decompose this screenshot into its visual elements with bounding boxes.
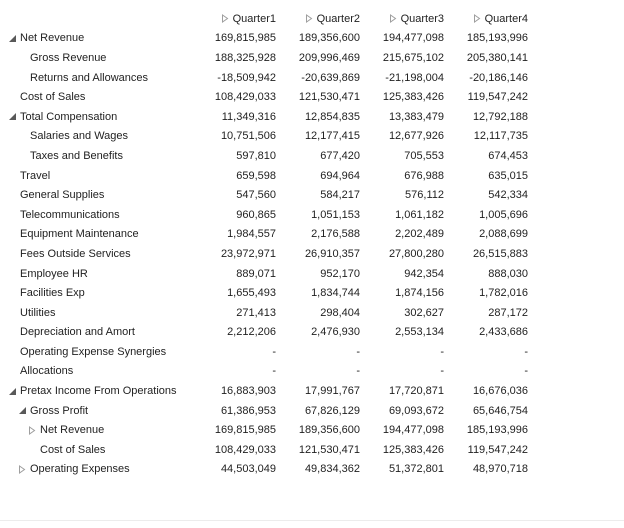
table-row [0,29,624,49]
data-cell[interactable]: 67,826,129 [304,404,360,417]
data-cell[interactable]: 694,964 [320,169,360,182]
data-cell[interactable]: 1,061,182 [395,208,444,221]
data-cell[interactable]: 597,810 [236,149,276,162]
row-header-cell [0,424,193,436]
data-cell[interactable]: - [356,365,360,378]
data-cell[interactable]: 12,677,926 [388,130,444,143]
data-cell[interactable]: 44,503,049 [220,463,276,476]
row-label[interactable]: Gross Revenue [30,51,107,64]
row-label[interactable]: Salaries and Wages [30,130,129,143]
data-cell[interactable]: 542,334 [488,189,528,202]
data-cell[interactable]: 942,354 [404,267,444,280]
table-row [0,401,624,421]
row-header-cell [0,52,193,64]
column-header-quarter2[interactable] [277,13,361,25]
data-cell[interactable]: 888,030 [488,267,528,280]
table-row [0,342,624,362]
row-label[interactable]: Total Compensation [20,110,118,123]
row-header-cell [0,72,193,84]
data-cell[interactable]: 271,413 [236,306,276,319]
row-header-cell [0,268,193,280]
data-cell[interactable]: 2,433,686 [479,326,528,339]
data-cell[interactable]: 298,404 [320,306,360,319]
table-row [0,420,624,440]
data-cell[interactable]: 121,530,471 [298,443,360,456]
data-cell[interactable]: 960,865 [236,208,276,221]
row-label[interactable]: Returns and Allowances [30,71,149,84]
expand-column-icon[interactable] [389,14,397,23]
data-cell[interactable]: 1,874,156 [395,287,444,300]
row-label[interactable]: Gross Profit [30,404,89,417]
data-cell[interactable]: 1,655,493 [227,287,276,300]
data-cell[interactable]: 121,530,471 [298,91,360,104]
table-row [0,166,624,186]
data-cell[interactable]: 2,176,588 [311,228,360,241]
data-cell[interactable]: 169,815,985 [214,32,276,45]
table-row [0,127,624,147]
row-label[interactable]: Depreciation and Amort [20,326,135,339]
row-header-cell [0,189,193,201]
row-header-cell [0,170,193,182]
table-row [0,264,624,284]
table-row [0,460,624,480]
row-header-cell [0,365,193,377]
data-cell[interactable]: - [272,345,276,358]
row-header-cell [0,91,193,103]
data-cell[interactable]: 12,854,835 [304,110,360,123]
data-cell[interactable]: 65,646,754 [472,404,528,417]
table-row [0,323,624,343]
row-header-cell [0,130,193,142]
expand-row-icon[interactable] [28,426,40,435]
data-cell[interactable]: 108,429,033 [214,91,276,104]
data-cell[interactable]: - [440,365,444,378]
row-label[interactable]: Net Revenue [40,424,105,437]
data-cell[interactable]: 1,984,557 [227,228,276,241]
data-cell[interactable]: 1,051,153 [311,208,360,221]
data-cell[interactable]: 119,547,242 [467,443,528,456]
collapse-row-icon[interactable] [8,34,20,43]
data-cell[interactable]: 209,996,469 [298,51,360,64]
row-label[interactable]: Taxes and Benefits [30,149,123,162]
bottom-border-line [0,520,624,521]
data-cell[interactable]: 547,560 [236,189,276,202]
data-cell[interactable]: 584,217 [320,189,360,202]
row-header-cell [0,326,193,338]
data-cell[interactable]: 13,383,479 [388,110,444,123]
data-cell[interactable]: -20,186,146 [469,71,528,84]
table-row [0,185,624,205]
row-header-cell [0,150,193,162]
data-cell[interactable]: 194,477,098 [382,424,444,437]
row-label[interactable]: General Supplies [20,189,105,202]
data-cell[interactable]: 49,834,362 [304,463,360,476]
row-label[interactable]: Cost of Sales [20,91,86,104]
row-header-cell [0,463,193,475]
row-label[interactable]: Net Revenue [20,32,85,45]
data-cell[interactable]: 677,420 [320,149,360,162]
column-header-label: Quarter2 [316,12,360,25]
table-row [0,362,624,382]
data-cell[interactable]: 61,386,953 [220,404,276,417]
data-cell[interactable]: 125,383,426 [382,91,444,104]
data-cell[interactable]: 26,910,357 [304,247,360,260]
data-cell[interactable]: 287,172 [488,306,528,319]
data-cell[interactable]: 705,553 [404,149,444,162]
collapse-row-icon[interactable] [8,387,20,396]
column-header-quarter1[interactable] [193,13,277,25]
row-header-cell [0,346,193,358]
row-header-cell [0,385,193,397]
row-header-cell [0,111,193,123]
data-cell[interactable]: 2,202,489 [395,228,444,241]
table-row [0,303,624,323]
data-cell[interactable]: 51,372,801 [388,463,444,476]
table-row [0,68,624,88]
table-row [0,244,624,264]
data-cell[interactable]: 27,800,280 [388,247,444,260]
data-cell[interactable]: 125,383,426 [382,443,444,456]
table-row [0,381,624,401]
data-cell[interactable]: 2,476,930 [311,326,360,339]
row-header-cell [0,405,193,417]
row-label[interactable]: Fees Outside Services [20,247,131,260]
data-cell[interactable]: 169,815,985 [214,424,276,437]
expand-column-icon[interactable] [305,14,313,23]
data-cell[interactable]: - [524,345,528,358]
data-cell[interactable]: 17,720,871 [388,385,444,398]
data-cell[interactable]: 11,349,316 [221,110,276,123]
data-cell[interactable]: - [440,345,444,358]
data-cell[interactable]: 26,515,883 [472,247,528,260]
data-cell[interactable]: 2,088,699 [479,228,528,241]
grid-rows [0,29,624,480]
expand-row-icon[interactable] [18,465,30,474]
data-cell[interactable]: 659,598 [236,169,276,182]
data-cell[interactable]: - [524,365,528,378]
data-cell[interactable]: 1,005,696 [479,208,528,221]
data-cell[interactable]: 16,676,036 [472,385,528,398]
table-row [0,146,624,166]
data-cell[interactable]: 2,553,134 [395,326,444,339]
row-label[interactable]: Facilities Exp [20,287,85,300]
data-cell[interactable]: -18,509,942 [217,71,276,84]
data-cell[interactable]: 12,177,415 [304,130,360,143]
row-header-cell [0,444,193,456]
data-cell[interactable]: 189,356,600 [298,424,360,437]
column-header-label: Quarter1 [232,12,276,25]
data-cell[interactable]: - [272,365,276,378]
data-cell[interactable]: 185,193,996 [466,424,528,437]
data-cell[interactable]: 2,212,206 [227,326,276,339]
data-cell[interactable]: 17,991,767 [304,385,360,398]
table-row [0,107,624,127]
row-header-cell [0,287,193,299]
row-header-cell [0,32,193,44]
column-header-label: Quarter4 [484,12,528,25]
row-header-cell [0,307,193,319]
table-row [0,87,624,107]
row-label[interactable]: Allocations [20,365,74,378]
data-cell[interactable]: 12,792,188 [472,110,528,123]
data-cell[interactable]: 635,015 [488,169,528,182]
table-row [0,225,624,245]
data-cell[interactable]: 188,325,928 [214,51,276,64]
data-cell[interactable]: 674,453 [488,149,528,162]
expand-column-icon[interactable] [473,14,481,23]
data-cell[interactable]: -21,198,004 [385,71,444,84]
data-cell[interactable]: 119,547,242 [467,91,528,104]
column-header-label: Quarter3 [400,12,444,25]
data-cell[interactable]: 48,970,718 [472,463,528,476]
column-header-row [0,9,624,29]
data-cell[interactable]: 1,782,016 [479,287,528,300]
data-cell[interactable]: 889,071 [236,267,276,280]
collapse-row-icon[interactable] [18,406,30,415]
data-cell[interactable]: 576,112 [405,189,444,202]
table-row [0,283,624,303]
data-cell[interactable]: 185,193,996 [466,32,528,45]
data-cell[interactable]: -20,639,869 [301,71,360,84]
row-label[interactable]: Equipment Maintenance [20,228,139,241]
row-label[interactable]: Employee HR [20,267,88,280]
data-cell[interactable]: 194,477,098 [382,32,444,45]
data-cell[interactable]: 676,988 [404,169,444,182]
data-cell[interactable]: 302,627 [404,306,444,319]
row-label[interactable]: Telecommunications [20,208,120,221]
data-cell[interactable]: 1,834,744 [311,287,360,300]
row-label[interactable]: Cost of Sales [40,443,106,456]
data-cell[interactable]: 23,972,971 [220,247,276,260]
data-cell[interactable]: 952,170 [320,267,360,280]
collapse-row-icon[interactable] [8,112,20,121]
row-header-cell [0,248,193,260]
row-label[interactable]: Utilities [20,306,56,319]
row-label[interactable]: Operating Expense Synergies [20,345,167,358]
data-cell[interactable]: 205,380,141 [466,51,528,64]
data-cell[interactable]: 108,429,033 [214,443,276,456]
column-header-quarter3[interactable] [361,13,445,25]
table-row [0,440,624,460]
row-header-cell [0,209,193,221]
row-label[interactable]: Travel [20,169,51,182]
column-header-quarter4[interactable] [445,13,529,25]
data-cell[interactable]: 189,356,600 [298,32,360,45]
table-row [0,48,624,68]
data-cell[interactable]: 10,751,506 [220,130,276,143]
expand-column-icon[interactable] [221,14,229,23]
data-cell[interactable]: 69,093,672 [388,404,444,417]
row-label[interactable]: Pretax Income From Operations [20,385,177,398]
table-row [0,205,624,225]
row-header-cell [0,228,193,240]
data-cell[interactable]: 16,883,903 [220,385,276,398]
data-cell[interactable]: 12,117,735 [473,130,528,143]
row-label[interactable]: Operating Expenses [30,463,130,476]
data-cell[interactable]: - [356,345,360,358]
data-cell[interactable]: 215,675,102 [382,51,444,64]
